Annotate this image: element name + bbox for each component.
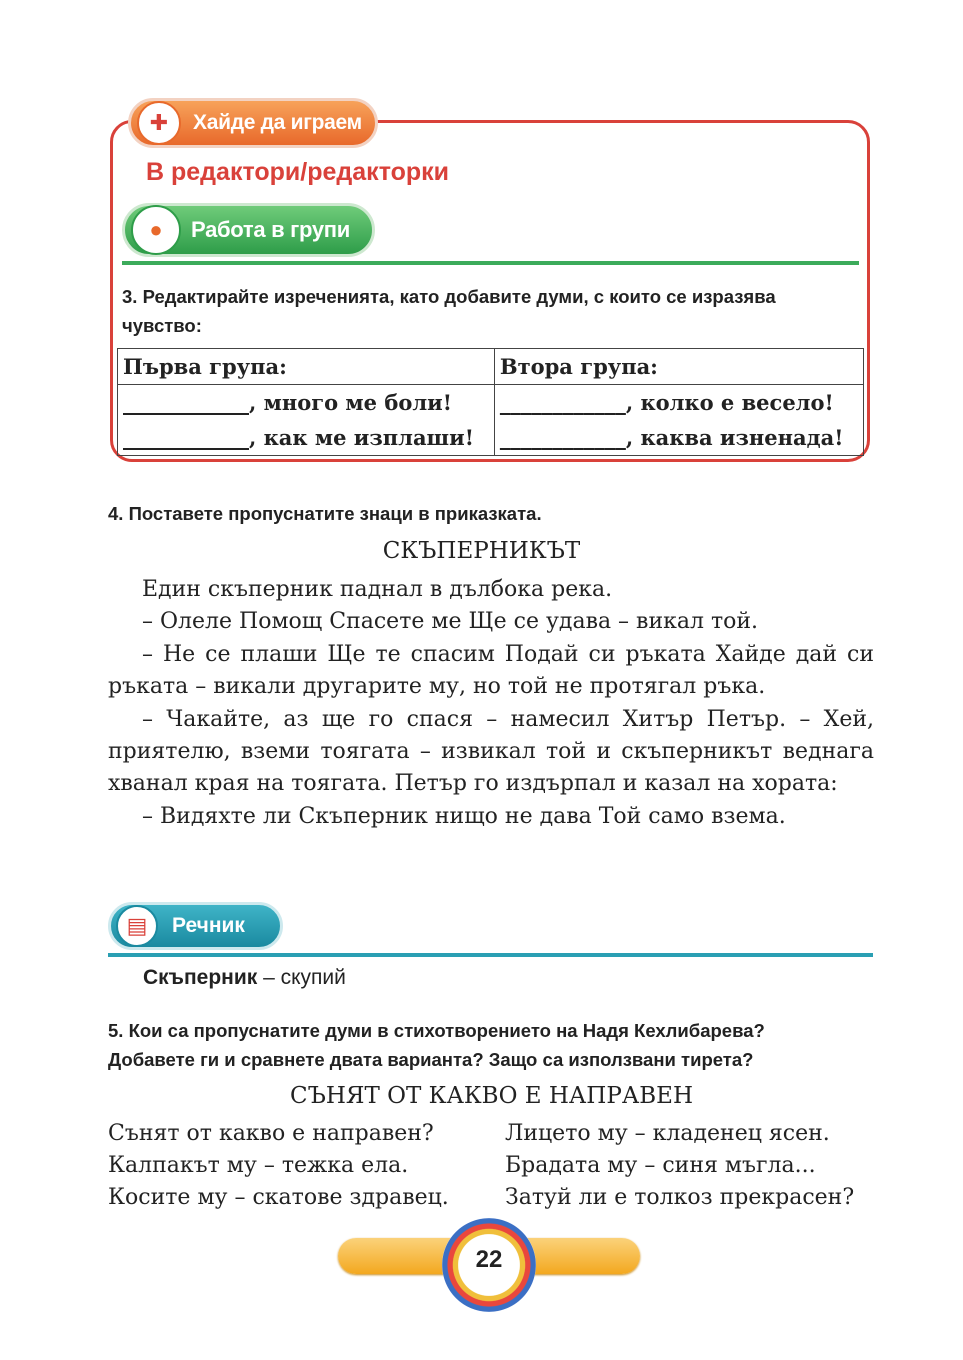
group2-header: Втора група:: [494, 349, 863, 385]
poem-right-column: [505, 1118, 854, 1214]
task3-line2: чувство:: [122, 315, 202, 336]
story-paragraph: – Не се плаши Ще те спасим Подай си ръката Хайде дай си ръката – викали другарите му, но той не протягал ръка.: [108, 641, 874, 700]
task3-instruction: [122, 282, 776, 340]
dictionary-badge: [108, 902, 283, 950]
story-paragraph: Един скъперник паднал в дълбока река.: [142, 577, 613, 602]
story-paragraph: – Олеле Помощ Спасете ме Ще се удава – викал той.: [142, 609, 759, 635]
group-work-label: Работа в групи: [191, 217, 351, 242]
poem-line: Калпакът му – тежка ела.: [108, 1153, 409, 1178]
page-number: 22: [475, 1246, 503, 1273]
game-title: В редактори/редакторки: [146, 158, 450, 186]
group1-row2: ____________, как ме изплаши!: [118, 420, 495, 456]
group1-row1: ____________, много ме боли!: [118, 385, 495, 421]
game-badge-label: Хайде да играем: [193, 111, 362, 134]
books-icon: ▤: [116, 905, 158, 947]
fruit-icon: ●: [131, 205, 181, 255]
puzzle-icon: ✚: [137, 101, 181, 145]
teal-divider: [108, 953, 873, 957]
story-text: [108, 574, 874, 833]
groups-table: [117, 348, 864, 456]
story-title: СКЪПЕРНИКЪТ: [382, 538, 581, 564]
game-badge: [128, 98, 378, 148]
poem-title: СЪНЯТ ОТ КАКВО Е НАПРАВЕН: [289, 1083, 694, 1109]
poem-line: Косите му – скатове здравец.: [108, 1185, 449, 1210]
task5-line2: Добавете ги и сравнете двата варианта? Защо са използвани тирета?: [108, 1049, 754, 1070]
dictionary-badge-label: Речник: [172, 914, 245, 937]
poem-line: Лицето му – кладенец ясен.: [505, 1121, 830, 1146]
group-work-badge: [122, 203, 375, 257]
dictionary-entry: [143, 966, 346, 990]
group2-row1: ____________, колко е весело!: [494, 385, 863, 421]
poem-left-column: [108, 1118, 449, 1214]
story-paragraph: – Чакайте, аз ще го спася – намесил Хитър Петър. – Хей, приятелю, вземи тоягата – извикал той и скъперникът веднага хванал края на тоягата. Петър го издърпал и казал на хората:: [108, 706, 874, 797]
dictionary-term: Скъперник: [143, 966, 258, 989]
story-paragraph: – Видяхте ли Скъперник нищо не дава Той само взема.: [142, 803, 786, 829]
poem-line: Брадата му – синя мъгла...: [505, 1153, 816, 1178]
task5-line1: 5. Кои са пропуснатите думи в стихотворението на Надя Кехлибарева?: [108, 1020, 765, 1041]
poem-line: Сънят от какво е направен?: [108, 1121, 434, 1146]
group1-header: Първа група:: [118, 349, 495, 385]
poem-line: Затуй ли е толкоз прекрасен?: [505, 1185, 855, 1210]
task5-instruction: [108, 1016, 765, 1074]
dictionary-definition: – скупий: [257, 966, 346, 989]
group2-row2: ____________, каква изненада!: [494, 420, 863, 456]
task3-line1: 3. Редактирайте изреченията, като добавите думи, с които се изразява: [122, 286, 776, 307]
task4-instruction: 4. Поставете пропуснатите знаци в приказката.: [108, 503, 542, 524]
green-divider: [122, 261, 859, 265]
